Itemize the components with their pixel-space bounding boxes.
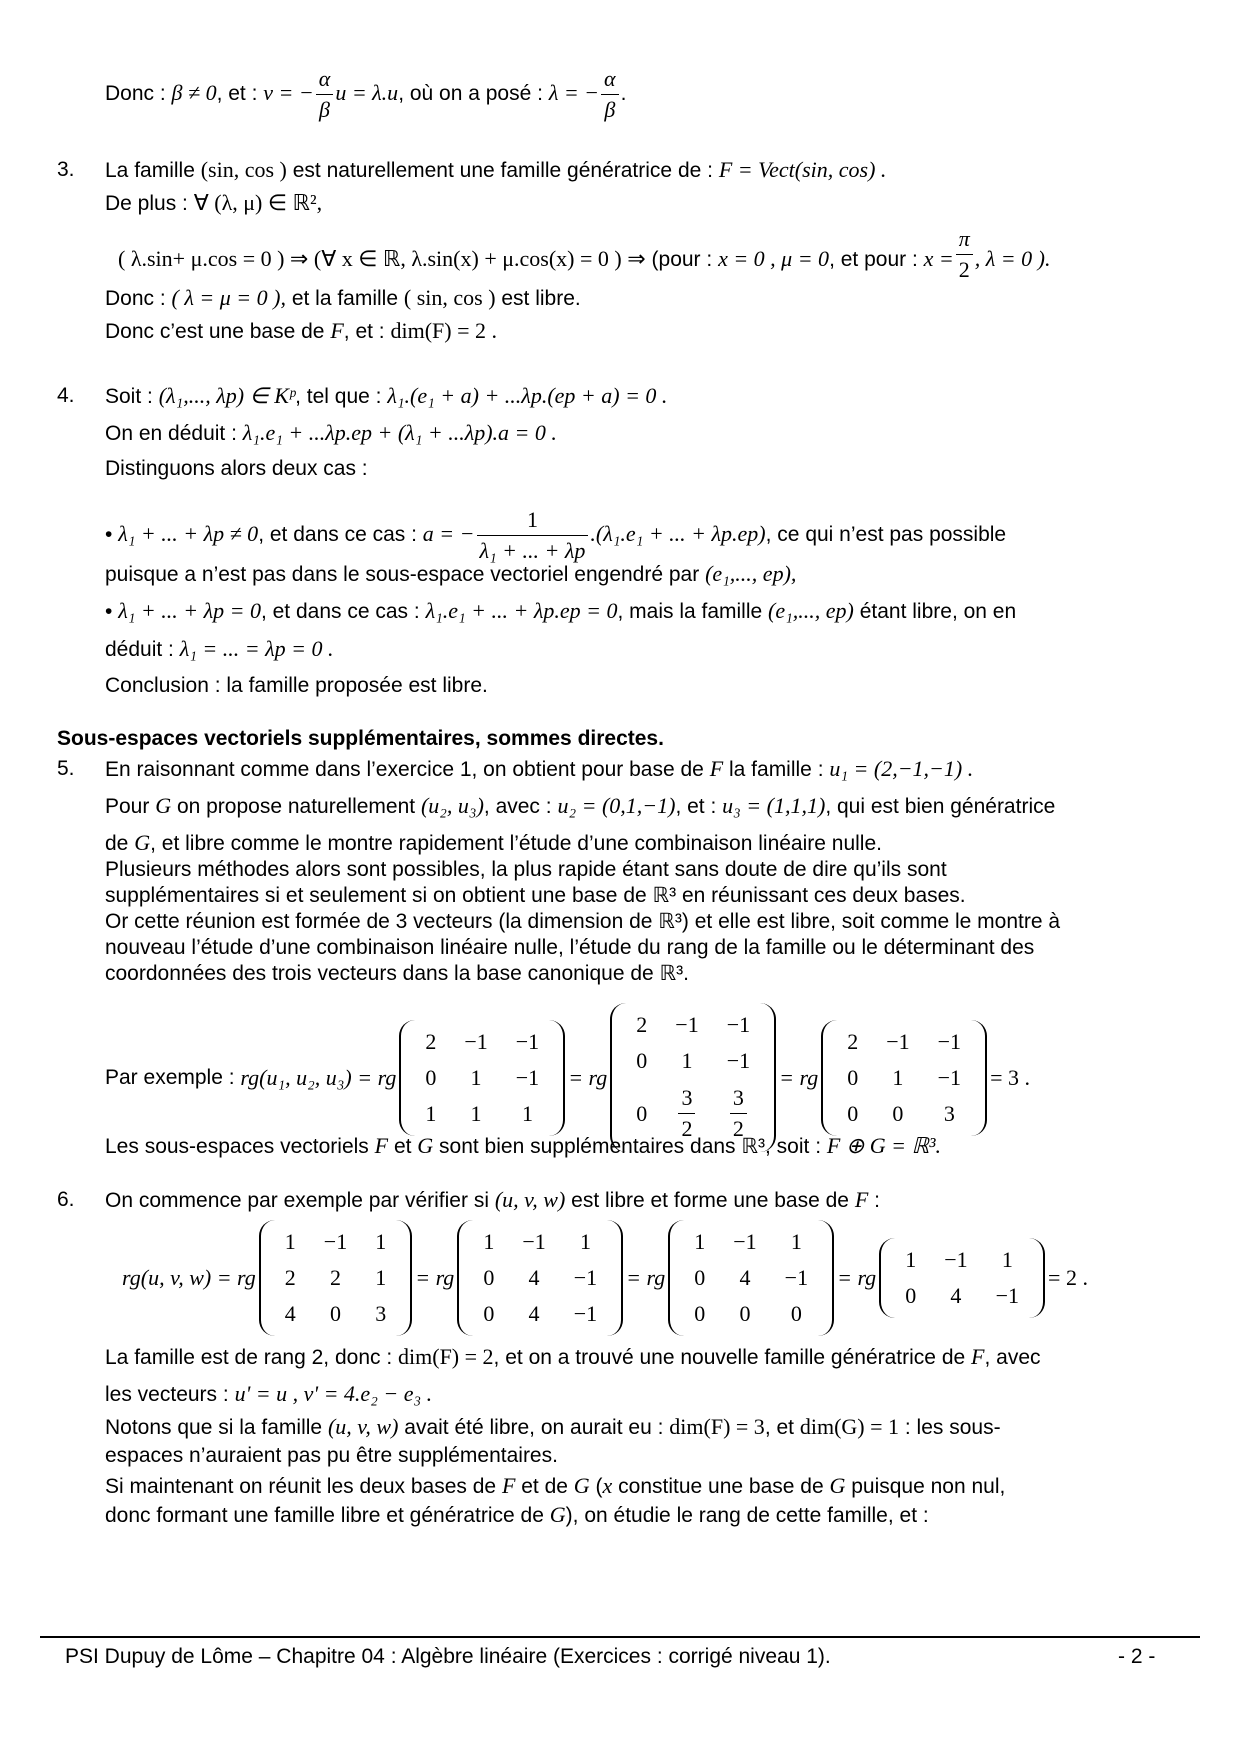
cell: 1 bbox=[905, 1247, 917, 1272]
cell: 1 bbox=[470, 1064, 482, 1090]
cell: 0 bbox=[892, 1100, 904, 1126]
s4-c2fam: (e₁,..., ep) bbox=[768, 598, 854, 623]
cell: 0 bbox=[636, 1100, 648, 1126]
s6-line7 bbox=[105, 1502, 929, 1529]
s5-matrix-1 bbox=[399, 1020, 565, 1136]
s3-l4a: Donc : bbox=[105, 287, 166, 310]
s6-G-2: G bbox=[829, 1473, 846, 1498]
cell: 1 bbox=[1001, 1247, 1013, 1272]
s4-case2 bbox=[105, 598, 1016, 625]
s4-l2a: On en déduit : bbox=[105, 422, 237, 445]
s3-impl-a: ( λ.sin+ μ.cos = 0 ) ⇒ (∀ x ∈ ℝ, λ.sin(x) + μ.cos(x) = 0 ) ⇒ bbox=[118, 246, 646, 272]
s6-G: G bbox=[573, 1473, 590, 1498]
s5-rg-lhs: rg(u₁, u₂, u₃) = rg bbox=[240, 1064, 397, 1090]
s6-line5: espaces n’auraient pas pu être supplémentaires. bbox=[105, 1444, 558, 1467]
s5-l1a: En raisonnant comme dans l’exercice 1, on obtient pour base de bbox=[105, 758, 704, 781]
s5-l3b: , et libre comme le montre rapidement l’étude d’une combinaison linéaire nulle. bbox=[150, 832, 882, 855]
s5-line6: Or cette réunion est formée de 3 vecteurs (la dimension de ℝ³) et elle est libre, soit comme le montre à bbox=[105, 910, 1061, 933]
cell: 0 bbox=[847, 1064, 859, 1090]
s4-case1-cont bbox=[105, 561, 796, 588]
cell: 2 bbox=[284, 1265, 296, 1290]
cell: −1 bbox=[944, 1247, 968, 1272]
s5-l9a: Les sous-espaces vectoriels bbox=[105, 1135, 369, 1158]
s2-v-eq: v = − bbox=[263, 80, 314, 106]
s2-u-eq: u = λ.u bbox=[335, 80, 399, 106]
s4-c2c: , mais la famille bbox=[617, 600, 763, 623]
cell: 0 bbox=[425, 1064, 437, 1090]
cell: 1 bbox=[790, 1229, 802, 1254]
s6-l2a: La famille est de rang 2, donc : bbox=[105, 1346, 393, 1369]
cell: −1 bbox=[733, 1229, 757, 1254]
s5-result: = 3 . bbox=[990, 1064, 1030, 1090]
s3-impl-c: , et pour : bbox=[829, 248, 918, 272]
s3-l4b: et la famille bbox=[291, 287, 399, 310]
cell: 1 bbox=[892, 1064, 904, 1090]
cell: 1 bbox=[579, 1229, 591, 1254]
s4-line3: Distinguons alors deux cas : bbox=[105, 457, 368, 480]
s2-alpha-2: α bbox=[604, 66, 616, 91]
s3-fvect: F = Vect(sin, cos) . bbox=[718, 157, 887, 182]
cell: 2 bbox=[847, 1028, 859, 1054]
cell: 0 bbox=[694, 1265, 706, 1290]
s2-et: , et : bbox=[216, 82, 258, 106]
cell: 0 bbox=[330, 1301, 341, 1326]
s2-line bbox=[105, 64, 626, 125]
cell: 2 bbox=[330, 1265, 341, 1290]
s3-impl-b: (pour : bbox=[651, 248, 713, 272]
s5-u1: u₁ = (2,−1,−1) . bbox=[829, 756, 974, 781]
s2-beta-2: β bbox=[601, 94, 619, 125]
s2-lambda-eq: λ = − bbox=[548, 80, 600, 106]
cell: 1 bbox=[284, 1229, 296, 1254]
cell: 4 bbox=[528, 1265, 540, 1290]
section-heading: Sous-espaces vectoriels supplémentaires, sommes directes. bbox=[57, 727, 664, 750]
cell: −1 bbox=[675, 1012, 699, 1037]
s3-pi: π bbox=[958, 226, 970, 251]
s4-c2e: déduit : bbox=[105, 638, 174, 661]
s6-x: x bbox=[602, 1473, 613, 1498]
cell: 4 bbox=[950, 1283, 962, 1308]
s4-l1eq: λ₁.(e₁ + a) + ...λp.(ep + a) = 0 . bbox=[387, 383, 668, 408]
s5-G-2: G bbox=[134, 830, 151, 855]
s4-case2-cont bbox=[105, 636, 333, 663]
cell: 0 bbox=[905, 1283, 917, 1308]
cell: 1 bbox=[425, 1100, 437, 1126]
s4-c1fam: (e₁,..., ep), bbox=[705, 561, 797, 586]
s5-line2 bbox=[105, 793, 1055, 820]
cell: −1 bbox=[784, 1265, 809, 1290]
s5-l2a: Pour bbox=[105, 795, 150, 818]
s3-two: 2 bbox=[956, 254, 973, 285]
cell: 1 bbox=[681, 1048, 693, 1073]
s3-line5 bbox=[105, 318, 497, 345]
s5-l2b: on propose naturellement bbox=[176, 795, 416, 818]
cell: −1 bbox=[464, 1028, 488, 1054]
s6-line2 bbox=[105, 1344, 1041, 1371]
s3-line3 bbox=[118, 226, 1051, 285]
s6-l6a: Si maintenant on réunit les deux bases de bbox=[105, 1475, 497, 1498]
s5-G-3: G bbox=[417, 1133, 434, 1158]
cell: 1 bbox=[470, 1100, 482, 1126]
cell: 0 bbox=[739, 1301, 751, 1326]
s6-matrix-2 bbox=[457, 1220, 623, 1336]
s2-donc: Donc : bbox=[105, 82, 166, 106]
cell: 3 bbox=[375, 1301, 387, 1326]
cell: −1 bbox=[726, 1012, 751, 1037]
s2-alpha: α bbox=[318, 66, 331, 91]
s6-l2c: , avec bbox=[984, 1346, 1041, 1369]
cell: 0 bbox=[483, 1265, 495, 1290]
s3-pi-frac bbox=[956, 224, 973, 285]
s6-rg-lhs: rg(u, v, w) = rg bbox=[122, 1265, 256, 1290]
s6-l1b: est libre et forme une base de bbox=[571, 1189, 849, 1212]
s5-eq-rg-2: = rg bbox=[779, 1064, 819, 1090]
s6-eq-rg-3: = rg bbox=[837, 1265, 877, 1290]
s4-c1a: λ₁ + ... + λp ≠ 0 bbox=[118, 521, 259, 547]
s5-F-2: F bbox=[374, 1133, 389, 1158]
s6-dimF2: dim(F) = 2 bbox=[398, 1344, 494, 1369]
s5-u2: u₂ = (0,1,−1) bbox=[557, 793, 676, 818]
cell: 4 bbox=[528, 1301, 540, 1326]
s4-l1b: , tel que : bbox=[295, 385, 382, 408]
s2-dot: . bbox=[620, 82, 627, 106]
s6-eq-rg-1: = rg bbox=[415, 1265, 455, 1290]
cell: −1 bbox=[937, 1028, 962, 1054]
s6-dimF3: dim(F) = 3 bbox=[669, 1414, 765, 1439]
s4-c1-frac bbox=[477, 505, 589, 566]
s5-l9b: et bbox=[393, 1135, 412, 1158]
s5-line7: nouveau l’étude d’une combinaison linéaire nulle, l’étude du rang de la famille ou le déterminant des bbox=[105, 936, 1035, 959]
s2-ou: , où on a posé : bbox=[398, 82, 543, 106]
s2-beta-ne0: β ≠ 0 bbox=[171, 80, 217, 106]
s4-c1-after: .(λ₁.e₁ + ... + λp.ep) bbox=[590, 521, 766, 547]
s4-c2res: λ₁ = ... = λp = 0 . bbox=[179, 636, 334, 661]
s6-rank-equation bbox=[122, 1220, 1088, 1336]
s5-line1 bbox=[105, 756, 973, 783]
s4-conclusion: Conclusion : la famille proposée est libre. bbox=[105, 674, 488, 697]
s6-number: 6. bbox=[57, 1188, 75, 1211]
cell: 1 bbox=[483, 1229, 495, 1254]
s3-l1a: La famille bbox=[105, 159, 195, 182]
s6-l4d: : les sous- bbox=[904, 1416, 1001, 1439]
s5-line3 bbox=[105, 830, 882, 857]
cell: 1 bbox=[521, 1100, 533, 1126]
cell: −1 bbox=[515, 1064, 540, 1090]
s6-l6e: puisque non nul, bbox=[851, 1475, 1006, 1498]
s5-F: F bbox=[709, 756, 724, 781]
cell: −1 bbox=[995, 1283, 1020, 1308]
cell: 0 bbox=[636, 1048, 648, 1073]
s5-line4: Plusieurs méthodes alors sont possibles, la plus rapide étant sans doute de dire qu’ils sont bbox=[105, 858, 947, 881]
s3-l2a: De plus : bbox=[105, 192, 188, 215]
s6-l6d: constitue une base de bbox=[618, 1475, 824, 1498]
s3-F: F bbox=[330, 318, 344, 343]
s5-l2c: , avec : bbox=[483, 795, 552, 818]
s3-number: 3. bbox=[57, 158, 75, 181]
s6-l4b: avait été libre, on aurait eu : bbox=[404, 1416, 664, 1439]
cell: −1 bbox=[522, 1229, 546, 1254]
s4-c2d: étant libre, on en bbox=[859, 600, 1017, 623]
frac-den: 2 bbox=[730, 1113, 747, 1144]
s6-F: F bbox=[854, 1187, 869, 1212]
s5-l9c: sont bien supplémentaires dans ℝ³, soit : bbox=[439, 1135, 822, 1158]
s4-bullet-1: • bbox=[105, 523, 113, 547]
cell: 2 bbox=[425, 1028, 437, 1054]
s3-forall: ∀ (λ, μ) ∈ ℝ², bbox=[193, 190, 323, 215]
s6-l4c: , et bbox=[764, 1416, 794, 1439]
s6-line4 bbox=[105, 1414, 1001, 1441]
s5-u2u3: (u₂, u₃) bbox=[420, 793, 484, 818]
s6-dimG1: dim(G) = 1 bbox=[799, 1414, 900, 1439]
s5-eq-rg-1: = rg bbox=[568, 1064, 608, 1090]
s6-l7b: ), on étudie le rang de cette famille, et : bbox=[565, 1504, 929, 1527]
s3-l5b: , et : bbox=[343, 320, 385, 343]
s6-uvw-2: (u, v, w) bbox=[327, 1414, 399, 1439]
s4-bullet-2: • bbox=[105, 600, 113, 623]
s5-line5: supplémentaires si et seulement si on obtient une base de ℝ³ en réunissant ces deux bases. bbox=[105, 884, 966, 907]
frac-num: 3 bbox=[681, 1085, 693, 1110]
s4-one: 1 bbox=[526, 507, 538, 532]
cell: 3 bbox=[943, 1100, 955, 1126]
cell: 0 bbox=[483, 1301, 495, 1326]
cell: 0 bbox=[790, 1301, 802, 1326]
s5-l3a: de bbox=[105, 832, 129, 855]
s3-line1 bbox=[105, 157, 886, 184]
s3-line2 bbox=[105, 190, 322, 217]
s6-eq-rg-2: = rg bbox=[626, 1265, 666, 1290]
frac-num: 3 bbox=[732, 1085, 744, 1110]
s3-dimF: dim(F) = 2 . bbox=[390, 318, 498, 343]
cell: −1 bbox=[515, 1028, 540, 1054]
s4-c2eq: λ₁.e₁ + ... + λp.ep = 0 bbox=[425, 598, 618, 623]
s4-number: 4. bbox=[57, 384, 75, 407]
s2-beta: β bbox=[316, 94, 334, 125]
s6-F-2: F bbox=[971, 1344, 985, 1369]
s2-frac-1 bbox=[316, 64, 334, 125]
s5-l9eq: F ⊕ G = ℝ³. bbox=[826, 1133, 941, 1158]
cell: 4 bbox=[739, 1265, 751, 1290]
s6-line3 bbox=[105, 1381, 432, 1408]
s5-l2e: , qui est bien génératrice bbox=[825, 795, 1056, 818]
s4-c2b: , et dans ce cas : bbox=[260, 600, 420, 623]
s3-lammu: ( λ = μ = 0 ), bbox=[171, 285, 286, 310]
cell: 0 bbox=[694, 1301, 706, 1326]
cell: −1 bbox=[726, 1048, 751, 1073]
cell: 1 bbox=[375, 1229, 387, 1254]
cell: −1 bbox=[323, 1229, 348, 1254]
cell: −1 bbox=[573, 1265, 598, 1290]
s3-x-eq: x = bbox=[923, 246, 954, 272]
s3-l1b: est naturellement une famille génératrice de : bbox=[292, 159, 713, 182]
s6-matrix-1 bbox=[259, 1220, 412, 1336]
s6-line1 bbox=[105, 1187, 880, 1214]
s3-sincos2: ( sin, cos ) bbox=[403, 285, 496, 310]
s4-c1c: , ce qui n’est pas possible bbox=[765, 523, 1007, 547]
s5-line9 bbox=[105, 1133, 941, 1160]
s6-result: = 2 . bbox=[1048, 1265, 1088, 1290]
s3-l4c: est libre. bbox=[501, 287, 581, 310]
s6-l6c: ( bbox=[595, 1475, 603, 1498]
s6-l3eq: u' = u , v' = 4.e₂ − e₃ . bbox=[234, 1381, 433, 1406]
s6-l7a: donc formant une famille libre et génératrice de bbox=[105, 1504, 544, 1527]
s5-number: 5. bbox=[57, 757, 75, 780]
s3-sincos: (sin, cos ) bbox=[200, 157, 287, 182]
s4-l2eq: λ₁.e₁ + ...λp.ep + (λ₁ + ...λp).a = 0 . bbox=[242, 420, 557, 445]
s6-matrix-4 bbox=[879, 1238, 1045, 1318]
s4-tuple: (λ₁,..., λp) ∈ Kᵖ bbox=[158, 383, 296, 408]
s6-uvw: (u, v, w) bbox=[494, 1187, 566, 1212]
s5-l2d: , et : bbox=[675, 795, 717, 818]
s6-l2b: , et on a trouvé une nouvelle famille génératrice de bbox=[493, 1346, 966, 1369]
cell: −1 bbox=[573, 1301, 598, 1326]
s4-l1a: Soit : bbox=[105, 385, 153, 408]
cell: 0 bbox=[847, 1100, 859, 1126]
s6-l1a: On commence par exemple par vérifier si bbox=[105, 1189, 489, 1212]
s5-matrix-3 bbox=[821, 1020, 987, 1136]
page-number: - 2 - bbox=[1118, 1645, 1156, 1668]
cell: 1 bbox=[694, 1229, 706, 1254]
s5-rank-equation bbox=[105, 1003, 1030, 1152]
cell: 2 bbox=[636, 1012, 648, 1037]
s4-line2 bbox=[105, 420, 557, 447]
s6-l4a: Notons que si la famille bbox=[105, 1416, 323, 1439]
s6-matrix-3 bbox=[668, 1220, 834, 1336]
s5-line8: coordonnées des trois vecteurs dans la base canonique de ℝ³. bbox=[105, 962, 689, 985]
s6-line6 bbox=[105, 1473, 1005, 1500]
s5-ex-label: Par exemple : bbox=[105, 1065, 235, 1089]
cell: 4 bbox=[284, 1301, 296, 1326]
s6-l3a: les vecteurs : bbox=[105, 1383, 229, 1406]
s3-lam0: , λ = 0 ). bbox=[974, 246, 1051, 272]
s5-matrix-2 bbox=[610, 1003, 776, 1152]
s3-l5a: Donc c’est une base de bbox=[105, 320, 325, 343]
s4-c1-aeq: a = − bbox=[422, 521, 475, 547]
s5-G: G bbox=[155, 793, 172, 818]
s4-line1 bbox=[105, 383, 667, 410]
s5-l1b: la famille : bbox=[729, 758, 824, 781]
frac-den: 2 bbox=[678, 1113, 695, 1144]
s3-line4 bbox=[105, 285, 581, 312]
s4-c2a: λ₁ + ... + λp = 0 bbox=[118, 598, 261, 623]
s6-l1c: : bbox=[874, 1189, 880, 1212]
s6-l6b: et de bbox=[521, 1475, 568, 1498]
s6-G-3: G bbox=[549, 1502, 566, 1527]
s4-case1 bbox=[105, 505, 1006, 566]
footer-rule bbox=[40, 1636, 1200, 1638]
footer-text: PSI Dupuy de Lôme – Chapitre 04 : Algèbre linéaire (Exercices : corrigé niveau 1). bbox=[65, 1645, 831, 1668]
s6-F-3: F bbox=[501, 1473, 516, 1498]
s3-x0: x = 0 , μ = 0 bbox=[718, 246, 830, 272]
s4-c1d: puisque a n’est pas dans le sous-espace vectoriel engendré par bbox=[105, 563, 700, 586]
s4-c1-den: λ₁ + ... + λp bbox=[477, 535, 589, 566]
s4-c1b: , et dans ce cas : bbox=[258, 523, 417, 547]
cell: 1 bbox=[375, 1265, 387, 1290]
cell: −1 bbox=[886, 1028, 910, 1054]
cell: −1 bbox=[937, 1064, 962, 1090]
s5-u3: u₃ = (1,1,1) bbox=[722, 793, 826, 818]
s2-frac-2 bbox=[601, 64, 619, 125]
